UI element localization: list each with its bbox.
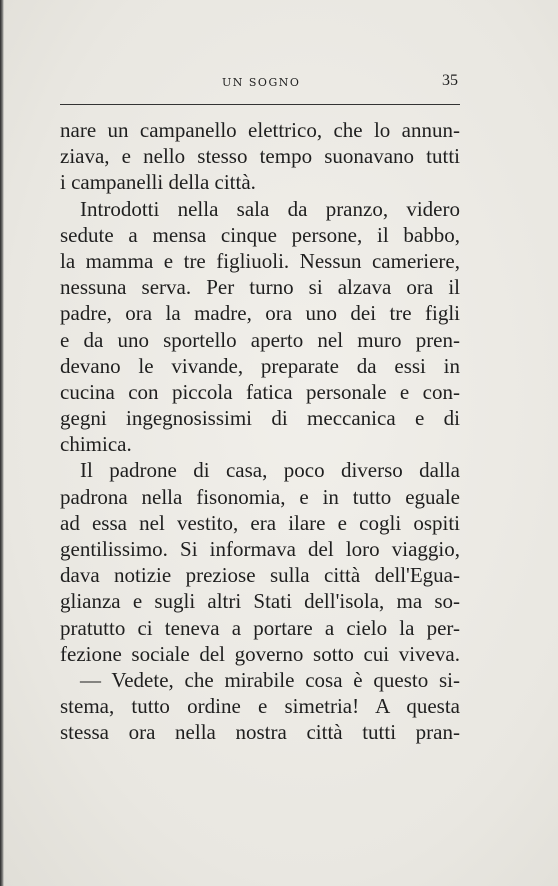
text-line: padrona nella fisonomia, e in tutto eguale <box>60 484 460 509</box>
text-line: — Vedete, che mirabile cosa è questo si- <box>80 667 460 692</box>
text-line: padre, ora la madre, ora uno dei tre figli <box>60 301 460 326</box>
text-line: fezione sociale del governo sotto cui viveva. <box>60 641 460 666</box>
text-line: gegni ingegnosissimi di meccanica e di <box>60 406 460 431</box>
running-title: UN SOGNO <box>222 76 301 89</box>
text-line: stema, tutto ordine e simetria! A questa <box>60 694 460 719</box>
text-line: la mamma e tre figliuoli. Nessun cameriere, <box>60 248 460 273</box>
text-line: chimica. <box>60 432 132 457</box>
page-header <box>60 72 460 94</box>
text-line: e da uno sportello aperto nel muro pren- <box>60 327 460 352</box>
text-line: gentilissimo. Si informava del loro viaggio, <box>60 537 460 561</box>
text-line: devano le vivande, preparate da essi in <box>60 353 460 378</box>
body-text <box>60 117 460 746</box>
text-line: pratutto ci teneva a portare a cielo la per- <box>60 615 460 640</box>
text-line: glianza e sugli altri Stati dell'isola, ma so- <box>60 589 460 614</box>
text-line: nare un campanello elettrico, che lo annun- <box>60 118 460 142</box>
text-line: dava notizie preziose sulla città dell'Egua- <box>60 563 460 588</box>
text-line: stessa ora nella nostra città tutti pran- <box>60 720 460 745</box>
text-line: nessuna serva. Per turno si alzava ora il <box>60 275 460 300</box>
text-line: Introdotti nella sala da pranzo, videro <box>80 196 460 221</box>
text-line: cucina con piccola fatica personale e con- <box>60 379 460 404</box>
header-rule <box>60 104 460 105</box>
page-number: 35 <box>442 72 458 89</box>
text-line: sedute a mensa cinque persone, il babbo, <box>60 222 460 247</box>
text-line: i campanelli della città. <box>60 170 256 195</box>
text-line: ziava, e nello stesso tempo suonavano tutti <box>60 144 460 169</box>
text-line: Il padrone di casa, poco diverso dalla <box>80 458 460 483</box>
text-line: ad essa nel vestito, era ilare e cogli ospiti <box>60 510 460 535</box>
page-binding-edge <box>0 0 4 886</box>
